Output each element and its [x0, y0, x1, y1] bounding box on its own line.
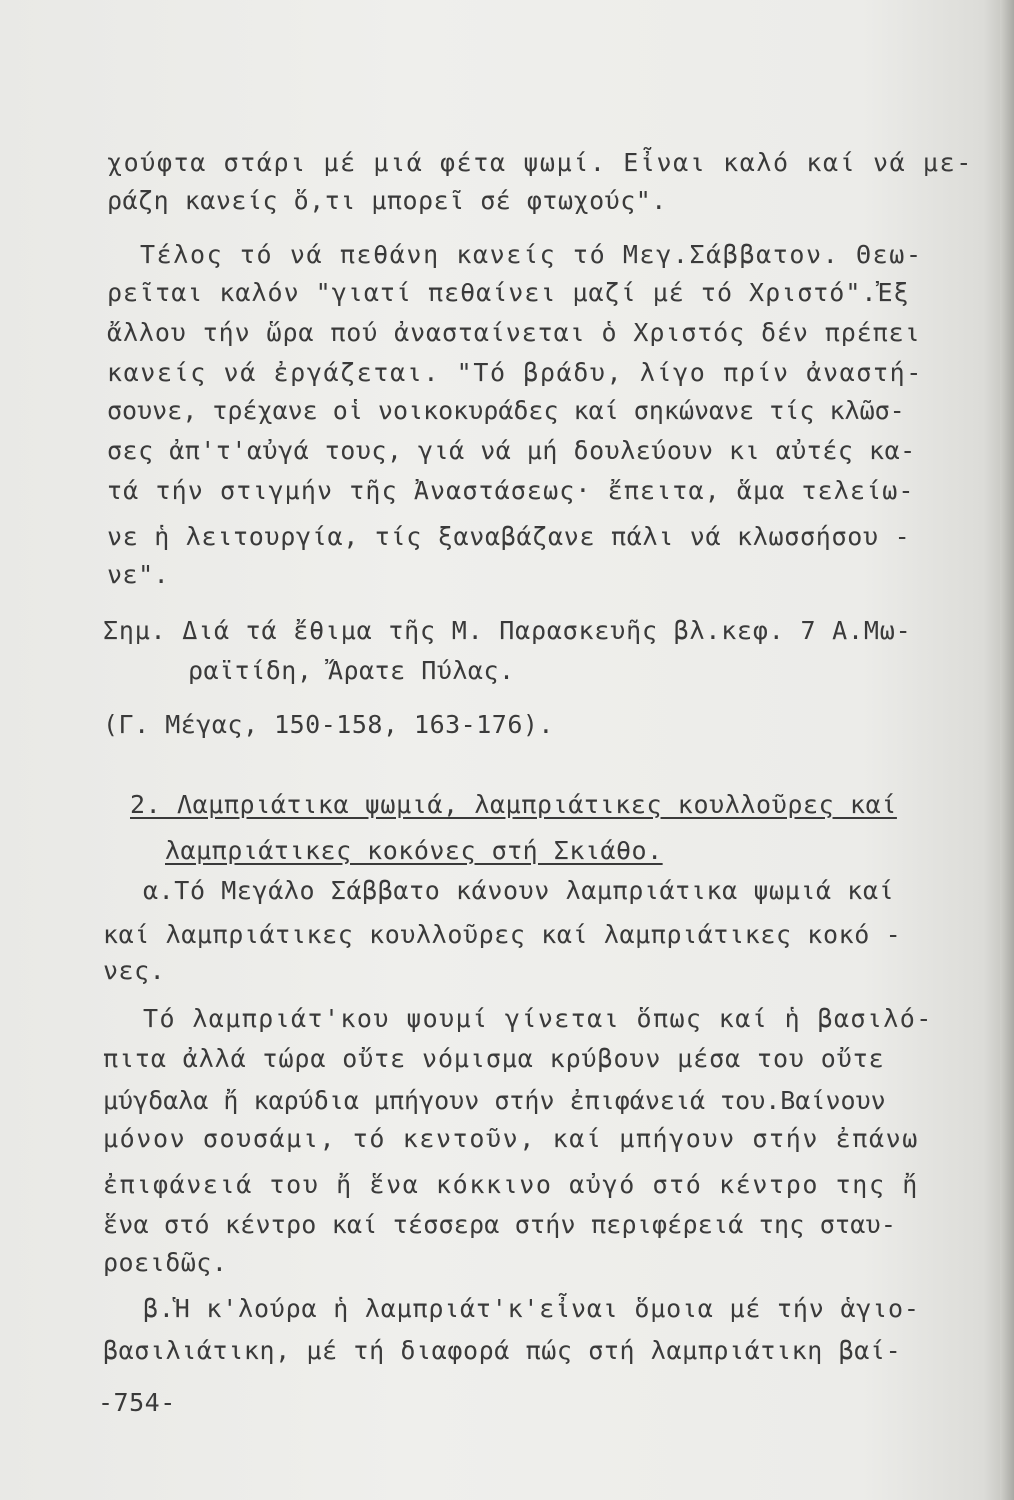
text-line-9: τά τήν στιγμήν τῆς Ἀναστάσεως· ἔπειτα, ἅμα τελείω- [107, 476, 915, 505]
text-line-2: ράζη κανείς ὅ,τι μπορεῖ σέ φτωχούς". [107, 186, 667, 215]
text-line-7: σουνε, τρέχανε οἱ νοικοκυράδες καί σηκώνανε τίς κλῶσ- [107, 396, 905, 425]
text-line-14: νες. [103, 956, 166, 985]
page-edge-shadow [1000, 0, 1014, 1500]
text-line-23: βασιλιάτικη, μέ τή διαφορά πώς στή λαμπριάτικη βαί- [103, 1336, 902, 1365]
text-line-16: πιτα ἀλλά τώρα οὔτε νόμισμα κρύβουν μέσα του οὔτε [103, 1044, 885, 1073]
text-line-11: νε". [107, 560, 170, 589]
text-line-8: σες ἀπ'τ'αὐγά τους, γιά νά μή δουλεύουν κι αὐτές κα- [107, 436, 916, 465]
text-line-4: ρεῖται καλόν "γιατί πεθαίνει μαζί μέ τό Χριστό".Ἐξ [107, 278, 910, 307]
text-line-20: ἕνα στό κέντρο καί τέσσερα στήν περιφέρειά της σταυ- [103, 1210, 897, 1239]
note-line-2: ραϊτίδη, Ἄρατε Πύλας. [188, 656, 515, 685]
text-line-15: Τό λαμπριάτ'κου ψουμί γίνεται ὅπως καί ἡ βασιλό- [143, 1004, 933, 1033]
citation-line: (Γ. Μέγας, 150-158, 163-176). [103, 710, 554, 739]
text-line-12: α.Τό Μεγάλο Σάββατο κάνουν λαμπριάτικα ψωμιά καί [143, 876, 895, 905]
section-heading-line-2: λαμπριάτικες κοκόνες στή Σκιάθο. [165, 836, 663, 865]
section-heading-line-1: 2. Λαμπριάτικα ψωμιά, λαμπριάτικες κουλλοῦρες καί [130, 790, 897, 819]
note-line-1: Σημ. Διά τά ἔθιμα τῆς Μ. Παρασκευῆς βλ.κεφ. 7 Α.Μω- [103, 616, 912, 645]
text-line-5: ἄλλου τήν ὥρα πού ἀνασταίνεται ὁ Χριστός δέν πρέπει [107, 318, 921, 347]
text-line-18: μόνον σουσάμι, τό κεντοῦν, καί μπήγουν στήν ἐπάνω [103, 1124, 919, 1153]
text-line-1: χούφτα στάρι μέ μιά φέτα ψωμί. Εἶναι καλό καί νά με- [107, 148, 973, 177]
text-line-21: ροειδῶς. [103, 1248, 228, 1277]
text-line-10: νε ἡ λειτουργία, τίς ξαναβάζανε πάλι νά κλωσσήσου - [107, 522, 911, 551]
text-line-22: β.Ἡ κ'λούρα ἡ λαμπριάτ'κ'εἶναι ὅμοια μέ τήν ἁγιο- [143, 1294, 920, 1323]
text-line-13: καί λαμπριάτικες κουλλοῦρες καί λαμπριάτικες κοκό - [103, 920, 902, 949]
text-line-3: Τέλος τό νά πεθάνη κανείς τό Μεγ.Σάββατον. Θεω- [140, 240, 923, 269]
page-number: -754- [98, 1388, 176, 1417]
text-line-6: κανείς νά ἐργάζεται. "Τό βράδυ, λίγο πρίν ἀναστή- [107, 358, 923, 387]
text-line-17: μύγδαλα ἤ καρύδια μπήγουν στήν ἐπιφάνειά του.Βαίνουν [103, 1086, 886, 1115]
text-line-19: ἐπιφάνειά του ἤ ἕνα κόκκινο αὐγό στό κέντρο της ἤ [103, 1170, 919, 1199]
